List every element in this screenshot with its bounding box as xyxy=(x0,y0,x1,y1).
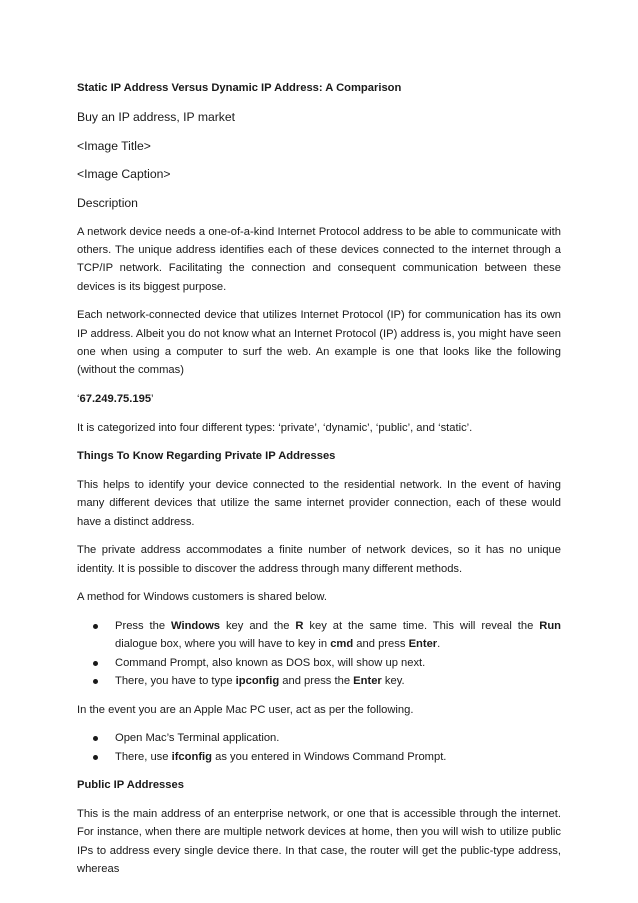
windows-steps-list xyxy=(77,617,561,690)
list-item xyxy=(77,729,561,747)
text-run: dialogue box, where you will have to key in xyxy=(115,638,331,651)
list-item-text xyxy=(115,732,279,744)
document-title: Static IP Address Versus Dynamic IP Address: A Comparison xyxy=(77,82,402,94)
types-sentence: It is categorized into four different types: ‘private’, ‘dynamic’, ‘public’, and ‘static’. xyxy=(77,421,473,434)
list-item-text xyxy=(115,657,425,669)
text-run: and press the xyxy=(279,674,354,687)
list-item xyxy=(77,672,561,690)
text-run: key. xyxy=(381,674,405,687)
text-run: and press xyxy=(353,638,409,651)
image-title-placeholder: <Image Title> xyxy=(77,138,151,153)
bullet-icon xyxy=(93,736,98,741)
list-item-text xyxy=(115,675,405,687)
intro-paragraph: A network device needs a one-of-a-kind Internet Protocol address to be able to communicate with others. The unique address identifies each of these devices connected to the internet through a TCP/IP network. Facilitating the connection and consequent communication between these devices is its biggest purpose. xyxy=(77,225,561,293)
description-label: Description xyxy=(77,196,138,211)
text-run: key at the same time. This will reveal the xyxy=(303,620,540,633)
text-run: Command Prompt, also known as DOS box, will show up next. xyxy=(115,656,426,669)
bullet-icon xyxy=(93,679,98,684)
bold-term: R xyxy=(295,620,304,633)
example-ip-open-quote: ‘ xyxy=(77,392,80,405)
private-ip-paragraph-1: This helps to identify your device connected to the residential network. In the event of having many different devices that utilize the same internet provider connection, each of these would have a distinct address. xyxy=(77,479,561,528)
bold-term: cmd xyxy=(330,638,354,651)
public-ip-paragraph: This is the main address of an enterprise network, or one that is accessible through the internet. For instance, when there are multiple network devices at home, then you will wish to utilize public IPs to address every single device there. In that case, the router will get the public-type address, whereas xyxy=(77,808,561,875)
text-run: There, you have to type xyxy=(115,674,236,687)
windows-method-intro: A method for Windows customers is shared below. xyxy=(77,591,327,604)
text-run: . xyxy=(437,638,441,651)
list-item xyxy=(77,617,561,653)
list-item xyxy=(77,654,561,672)
public-ip-heading: Public IP Addresses xyxy=(77,779,184,792)
example-ip-close-quote: ’ xyxy=(151,392,154,405)
document-body xyxy=(77,79,561,889)
example-ip-address: 67.249.75.195 xyxy=(79,392,152,405)
mac-method-intro: In the event you are an Apple Mac PC user, act as per the following. xyxy=(77,703,414,716)
bullet-icon xyxy=(93,755,98,760)
bold-term: ipconfig xyxy=(235,674,280,687)
bold-term: Run xyxy=(539,620,561,633)
text-run: as you entered in Windows Command Prompt. xyxy=(212,750,447,763)
private-ip-paragraph-2: The private address accommodates a finite number of network devices, so it has no unique identity. It is possible to discover the address through many different methods. xyxy=(77,544,561,575)
bold-term: ifconfig xyxy=(171,750,212,763)
bold-term: Enter xyxy=(408,638,438,651)
private-ip-heading: Things To Know Regarding Private IP Addresses xyxy=(77,450,336,463)
list-item-text xyxy=(115,751,446,763)
example-ip-line xyxy=(77,390,561,408)
bullet-icon xyxy=(93,624,98,629)
document-subtitle: Buy an IP address, IP market xyxy=(77,109,236,124)
paragraph-ip-explanation: Each network-connected device that utilizes Internet Protocol (IP) for communication has its own IP address. Albeit you do not know what an Internet Protocol (IP) address is, you might have seen one when using a computer to surf the web. An example is one that looks like the following (without the commas) xyxy=(77,309,561,376)
text-run: key and the xyxy=(220,620,296,633)
list-item xyxy=(77,748,561,766)
list-item-text xyxy=(115,620,561,650)
bold-term: Enter xyxy=(353,674,382,687)
bold-term: Windows xyxy=(171,620,221,633)
text-run: There, use xyxy=(115,750,172,763)
image-caption-placeholder: <Image Caption> xyxy=(77,167,171,182)
text-run: Press the xyxy=(115,620,172,633)
bullet-icon xyxy=(93,661,98,666)
text-run: Open Mac’s Terminal application. xyxy=(115,732,280,745)
mac-steps-list xyxy=(77,729,561,765)
